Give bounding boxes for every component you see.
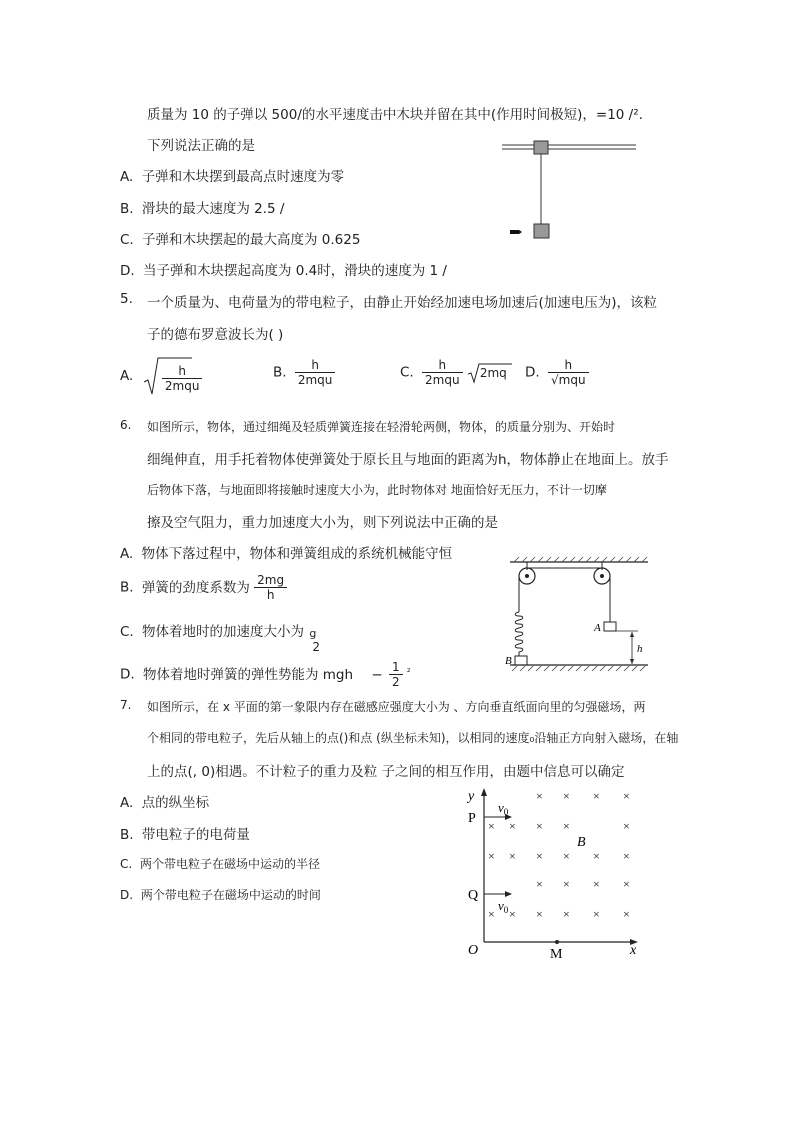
y-axis-arrow: [481, 788, 487, 796]
option-label: D.: [120, 666, 135, 683]
field-cross: ×: [593, 789, 600, 803]
field-cross: ×: [593, 907, 600, 921]
option-text: 弹簧的劲度系数为: [141, 579, 250, 596]
slider-block: [534, 141, 548, 154]
denominator: 2mqu: [425, 373, 460, 387]
height-arrow-up: [630, 632, 634, 637]
q4-option-a: [120, 165, 344, 185]
field-cross: ×: [563, 789, 570, 803]
denominator: h: [266, 588, 275, 602]
fraction: [389, 660, 403, 689]
numerator: 1: [389, 660, 403, 675]
field-cross: ×: [623, 907, 630, 921]
q6-figure-pulley: [500, 556, 660, 672]
field-b-label: B: [577, 835, 586, 850]
pulley-right-axle: [600, 574, 604, 578]
ground-hatch: [512, 666, 645, 671]
radicand: 2mq: [479, 365, 507, 380]
field-cross: ×: [536, 907, 543, 921]
fraction: [162, 364, 203, 393]
numerator: h: [162, 364, 203, 379]
q6-stem-line4: 擦及空气阻力，重力加速度大小为，则下列说法中正确的是: [147, 515, 498, 531]
option-label: B.: [273, 364, 287, 381]
option-text: 物体着地时弹簧的弹性势能为 mgh: [142, 666, 354, 683]
option-label: A.: [120, 169, 134, 185]
q7-option-b: [120, 823, 250, 843]
field-cross: ×: [593, 877, 600, 891]
option-label: C.: [120, 624, 134, 640]
fraction: [548, 358, 589, 387]
q7-stem-line2: 个相同的带电粒子，先后从轴上的点()和点 (纵坐标未知)，以相同的速度₀沿轴正方向射入磁场，在轴: [147, 731, 679, 745]
option-label: C.: [400, 364, 414, 381]
q7-option-c: [120, 855, 320, 872]
origin-label: O: [468, 943, 479, 958]
q7-stem-line3: 上的点(, 0)相遇。不计粒子的重力及粒 子之间的相互作用，由题中信息可以确定: [147, 764, 625, 780]
point-m: [555, 940, 559, 944]
option-text: 物体着地时的加速度大小为: [142, 624, 305, 640]
block-a: [604, 622, 616, 631]
sqrt-sign: [467, 362, 513, 384]
q7-figure-magnetic-field: [458, 782, 648, 962]
option-text: 两个带电粒子在磁场中运动的半径: [140, 857, 321, 871]
q6-number: 6.: [120, 418, 132, 432]
numerator: h: [295, 358, 336, 373]
minus-sign: −: [371, 666, 383, 683]
option-text: 子弹和木块摆起的最大高度为 0.625: [142, 232, 361, 248]
q7-number: 7.: [120, 698, 132, 712]
denominator: 2: [312, 640, 320, 654]
q7-stem-line1: 如图所示，在 x 平面的第一象限内存在磁感应强度大小为 、方向垂直纸面向里的匀强磁场，两: [147, 700, 646, 714]
bullet: [510, 230, 522, 234]
q5-stem-line2: 子的德布罗意波长为( ): [147, 327, 284, 343]
option-text: 带电粒子的电荷量: [141, 827, 250, 843]
field-cross: ×: [563, 907, 570, 921]
option-label: C.: [120, 232, 134, 248]
option-label: A.: [120, 546, 134, 562]
field-cross: ×: [488, 849, 495, 863]
q4-stem-line2: 下列说法正确的是: [147, 138, 255, 154]
option-label: D.: [120, 263, 135, 279]
velocity-q-arrowhead: [505, 891, 512, 897]
superscript: ²: [406, 667, 411, 678]
field-cross: ×: [593, 849, 600, 863]
option-label: B.: [120, 827, 134, 843]
q6-option-c: [120, 620, 322, 654]
field-cross: ×: [536, 819, 543, 833]
wood-block: [534, 224, 549, 238]
field-cross: ×: [509, 907, 516, 921]
q5-number: 5.: [120, 291, 133, 307]
numerator: h: [422, 358, 463, 373]
velocity-p-label: $v_0$: [498, 800, 509, 817]
label-b: B: [505, 655, 512, 667]
q6-stem-line3: 后物体下落，与地面即将接触时速度大小为，此时物体对 地面恰好无压力，不计一切摩: [147, 483, 607, 497]
q4-option-b: [120, 197, 284, 217]
option-text: 子弹和木块摆到最高点时速度为零: [141, 169, 345, 185]
fraction: [295, 358, 336, 387]
block-b: [515, 656, 527, 665]
q6-option-d: [120, 660, 411, 689]
option-label: A.: [120, 795, 134, 811]
option-text: 物体下落过程中，物体和弹簧组成的系统机械能守恒: [141, 546, 453, 562]
option-label: B.: [120, 579, 134, 596]
field-cross: ×: [536, 877, 543, 891]
fraction: [422, 358, 463, 387]
field-cross: ×: [623, 789, 630, 803]
q5-option-b: [273, 358, 335, 387]
option-text: 点的纵坐标: [141, 795, 210, 811]
q6-stem-line1: 如图所示，物体，通过细绳及轻质弹簧连接在轻滑轮两侧，物体，的质量分别为、开始时: [147, 420, 616, 434]
q5-option-c: [400, 358, 507, 387]
q6-option-a: [120, 542, 452, 562]
sqrt-expression: [467, 366, 507, 380]
label-a: A: [594, 622, 601, 634]
fraction: [254, 573, 287, 602]
denominator: 2: [391, 675, 400, 689]
option-label: D.: [120, 888, 134, 902]
point-m-label: M: [550, 947, 563, 962]
q6-stem-line2: 细绳伸直，用手托着物体使弹簧处于原长且与地面的距离为h，物体静止在地面上。放手: [147, 452, 669, 468]
numerator: h: [548, 358, 589, 373]
field-cross: ×: [623, 877, 630, 891]
x-axis-label: x: [630, 943, 637, 958]
field-cross: ×: [563, 819, 570, 833]
q5-option-d: [525, 358, 589, 387]
numerator: g: [309, 627, 317, 640]
denominator: 2mqu: [297, 373, 333, 387]
option-label: D.: [525, 364, 540, 381]
point-q-label: Q: [468, 888, 479, 903]
numerator: 2mg: [254, 573, 287, 588]
velocity-q-label: $v_0$: [498, 898, 509, 915]
q4-figure-pendulum: [500, 138, 640, 243]
field-cross: ×: [509, 819, 516, 833]
field-cross: ×: [536, 849, 543, 863]
q4-stem-line1: 质量为 10 的子弹以 500/的水平速度击中木块并留在其中(作用时间极短)，=10 /².: [147, 107, 643, 123]
field-cross: ×: [488, 907, 495, 921]
option-text: 当子弹和木块摆起高度为 0.4时，滑块的速度为 1 /: [142, 263, 447, 279]
point-p-label: P: [468, 811, 476, 826]
denominator: 2mqu: [164, 378, 200, 393]
field-cross: ×: [509, 849, 516, 863]
field-cross: ×: [563, 849, 570, 863]
height-arrow-down: [630, 659, 634, 664]
option-label: C.: [120, 857, 133, 871]
field-cross: ×: [623, 849, 630, 863]
field-crosses: [488, 789, 630, 921]
q6-option-b: [120, 573, 287, 602]
pulley-left-axle: [525, 574, 529, 578]
label-h: h: [637, 643, 643, 655]
field-cross: ×: [488, 819, 495, 833]
option-text: 两个带电粒子在磁场中运动的时间: [140, 888, 321, 902]
spring: [515, 612, 523, 652]
ceiling-hatch: [514, 557, 647, 562]
option-label: B.: [120, 201, 134, 217]
q4-option-c: [120, 228, 360, 248]
option-label: A.: [120, 368, 134, 384]
y-axis-label: y: [468, 789, 475, 804]
field-cross: ×: [536, 789, 543, 803]
q4-option-d: [120, 259, 447, 279]
q5-stem-line1: 一个质量为、电荷量为的带电粒子，由静止开始经加速电场加速后(加速电压为)，该粒: [147, 295, 658, 311]
option-text: 滑块的最大速度为 2.5 /: [141, 201, 285, 217]
denominator: √mqu: [550, 373, 586, 387]
field-cross: ×: [563, 877, 570, 891]
q7-option-a: [120, 791, 209, 811]
q5-option-a: [120, 356, 202, 396]
field-cross: ×: [623, 819, 630, 833]
q7-option-d: [120, 886, 321, 903]
